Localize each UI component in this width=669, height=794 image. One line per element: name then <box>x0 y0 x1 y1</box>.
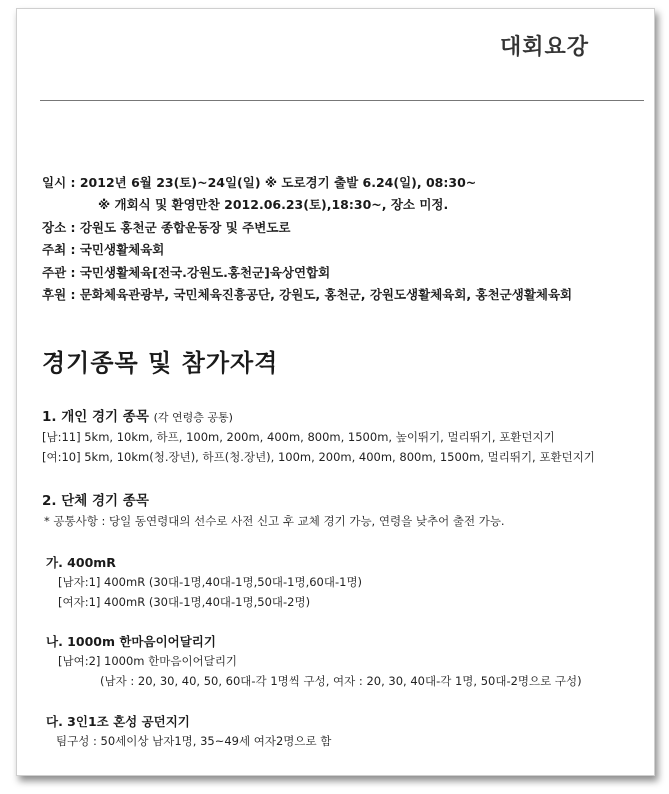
relay-1000-title: 나. 1000m 한마음이어달리기 <box>46 634 216 649</box>
team-note: * 공통사항 : 당일 동연령대의 선수로 사전 신고 후 교체 경기 가능, 연령을 낮추어 출전 가능. <box>44 514 505 528</box>
info-venue: 장소 : 강원도 홍천군 종합운동장 및 주변도로 <box>42 220 291 235</box>
ball-throw-title: 다. 3인1조 혼성 공던지기 <box>46 714 190 729</box>
individual-heading-text: 1. 개인 경기 종목 <box>42 409 149 425</box>
individual-men-line: [남:11] 5km, 10km, 하프, 100m, 200m, 400m, 800m, 1500m, 높이뛰기, 멀리뛰기, 포환던지기 <box>42 430 555 444</box>
individual-women-line: [여:10] 5km, 10km(청.장년), 하프(청.장년), 100m, 200m, 400m, 800m, 1500m, 멀리뛰기, 포환던지기 <box>42 450 595 464</box>
relay-400-men: [남자:1] 400mR (30대-1명,40대-1명,50대-1명,60대-1명) <box>58 575 363 589</box>
relay-400-women: [여자:1] 400mR (30대-1명,40대-1명,50대-2명) <box>58 595 311 609</box>
info-date: 일시 : 2012년 6월 23(토)~24일(일) ※ 도로경기 출발 6.24(일), 08:30~ <box>42 175 477 190</box>
relay-1000-composition: (남자 : 20, 30, 40, 50, 60대-각 1명씩 구성, 여자 : 20, 30, 40대-각 1명, 50대-2명으로 구성) <box>100 674 582 688</box>
team-heading: 2. 단체 경기 종목 <box>42 493 149 509</box>
section-title: 경기종목 및 참가자격 <box>42 349 279 377</box>
title-divider <box>40 100 644 101</box>
relay-400-title: 가. 400mR <box>46 555 116 570</box>
page-title: 대회요강 <box>500 35 590 60</box>
relay-1000-mixed: [남여:2] 1000m 한마음이어달리기 <box>58 654 238 668</box>
ball-throw-team: 팀구성 : 50세이상 남자1명, 35~49세 여자2명으로 함 <box>56 734 332 748</box>
individual-heading-note: (각 연령층 공통) <box>153 411 233 424</box>
info-host: 주최 : 국민생활체육회 <box>42 242 165 257</box>
info-sponsor: 후원 : 문화체육관광부, 국민체육진흥공단, 강원도, 홍천군, 강원도생활체육회, 홍천군생활체육회 <box>42 287 573 302</box>
info-ceremony: ※ 개회식 및 환영만찬 2012.06.23(토),18:30~, 장소 미정. <box>98 197 449 212</box>
info-organizer: 주관 : 국민생활체육[전국.강원도.홍천군]육상연합회 <box>42 265 331 280</box>
individual-heading <box>42 405 233 425</box>
